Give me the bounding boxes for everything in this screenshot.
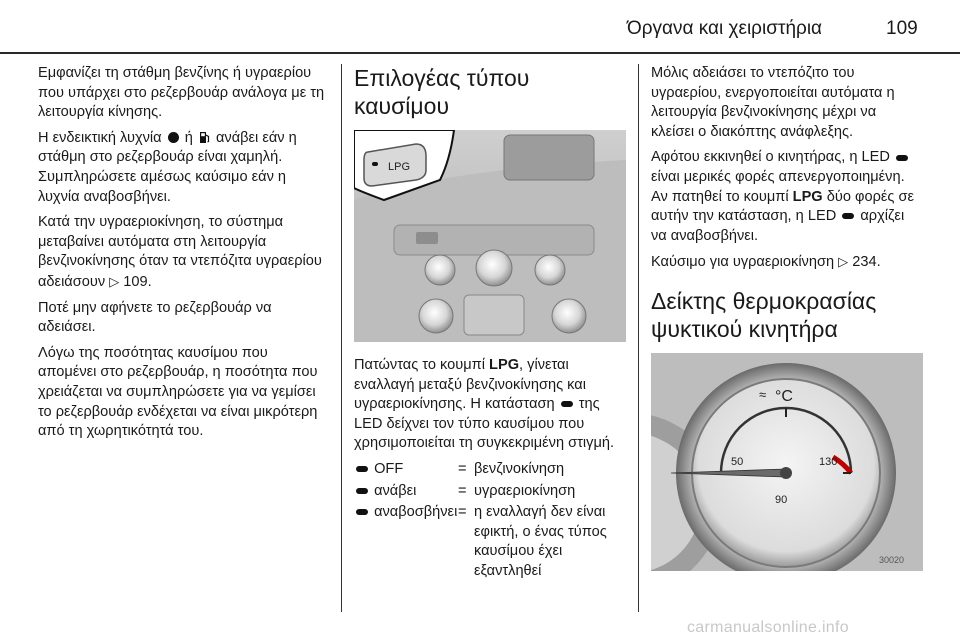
led-icon <box>561 401 573 407</box>
watermark: carmanualsonline.info <box>687 619 849 636</box>
auto-switch-paragraph: Κατά την υγραεριοκίνηση, το σύστημα μεταβαίνει αυτόματα στη λειτουργία βενζινοκίνησης όταν τα ντεπόζιτα υγραερίου αδειάσουν ▷ 109. <box>38 214 322 290</box>
table-row: OFF = βενζινοκίνηση <box>354 460 626 482</box>
page-reference-icon: ▷ <box>109 273 120 289</box>
table-row: ανάβει = υγραεριοκίνηση <box>354 482 626 504</box>
column-divider <box>341 64 342 612</box>
page-reference-link[interactable]: 234. <box>852 254 881 271</box>
warning-lamp-paragraph: Η ενδεικτική λυχνία ή ανάβει εάν η στάθμη στο ρεζερβουάρ είναι χαμηλή. Συμπληρώσετε αμέσως καύσιμο εάν η λυχνία αναβοσβήνει. <box>38 129 297 205</box>
table-row: αναβοσβήνει = η εναλλαγή δεν είναι εφικτή, ο ένας τύπος καυσίμου έχει εξαντληθεί <box>354 503 626 583</box>
led-status-table <box>354 460 626 584</box>
led-icon <box>842 213 854 219</box>
led-icon <box>896 155 908 161</box>
section-heading-coolant-gauge: Δείκτης θερμοκρασίας ψυκτικού κινητήρα <box>651 287 877 342</box>
column-right <box>651 64 923 571</box>
column-left <box>38 64 330 448</box>
lpg-fuel-paragraph: Καύσιμο για υγραεριοκίνηση ▷ 234. <box>651 254 881 271</box>
fuel-pump-icon <box>199 131 210 144</box>
led-icon <box>356 509 368 515</box>
lpg-button-paragraph: Πατώντας το κουμπί LPG, γίνεται εναλλαγή μεταξύ βενζινοκίνησης και υγραεριοκίνησης. Η κατάσταση της LED δείχνει τον τύπο καυσίμου που χρησιμοποιείται τη συγκεκριμένη στιγμή. <box>354 357 615 452</box>
fuel-warning-icon <box>168 132 179 143</box>
column-divider <box>638 64 639 612</box>
lpg-button-label: LPG <box>388 161 411 173</box>
empty-tank-paragraph: Ποτέ μην αφήνετε το ρεζερβουάρ να αδειάσει. <box>38 299 272 336</box>
page-number: 109 <box>886 18 918 39</box>
page-header <box>0 0 960 52</box>
coolant-icon: ≈ <box>759 386 767 402</box>
fuel-level-paragraph: Εμφανίζει τη στάθμη βενζίνης ή υγραερίου που υπάρχει στο ρεζερβουάρ ανάλογα με τη λειτουργία κίνησης. <box>38 65 325 121</box>
led-icon <box>356 488 368 494</box>
lpg-button-name: LPG <box>489 357 520 373</box>
led-icon <box>356 466 368 472</box>
led-off-paragraph: Αφότου εκκινηθεί ο κινητήρας, η LED είναι μερικές φορές απενεργοποιημένη. Αν πατηθεί το κουμπί LPG δύο φορές σε αυτήν την κατάσταση, η LED αρχίζει να αναβοσβήνει. <box>651 149 914 244</box>
page-reference-link[interactable]: 109. <box>123 273 152 290</box>
lpg-button-photo <box>354 130 626 342</box>
coolant-gauge-photo <box>651 353 923 571</box>
lpg-button-name: LPG <box>792 188 823 205</box>
gauge-label: 90 <box>775 493 788 506</box>
page-title: Όργανα και χειριστήρια <box>627 18 823 39</box>
gauge-label: 130 <box>819 455 838 468</box>
gauge-label: 50 <box>731 455 744 468</box>
header-divider <box>0 52 960 54</box>
page-reference-icon: ▷ <box>838 254 849 270</box>
figure-id: 30020 <box>879 554 905 565</box>
section-heading-fuel-selector: Επιλογέας τύπου καυσίμου <box>354 65 530 119</box>
gauge-unit-label: °C <box>775 387 793 405</box>
empty-lpg-paragraph: Μόλις αδειάσει το ντεπόζιτο του υγραερίου, ενεργοποιείται αυτόματα η λειτουργία βενζινοκίνησης μέχρι να κλείσει ο διακόπτης ανάφλεξης. <box>651 65 895 140</box>
column-middle <box>354 64 626 584</box>
refill-quantity-paragraph: Λόγω της ποσότητας καυσίμου που απομένει στο ρεζερβουάρ, η ποσότητα που χρειάζεται να συμπληρώσετε για να γεμίσει το ρεζερβουάρ ενδέχεται να είναι μικρότερη από τη χωρητικότητά του. <box>38 344 318 440</box>
